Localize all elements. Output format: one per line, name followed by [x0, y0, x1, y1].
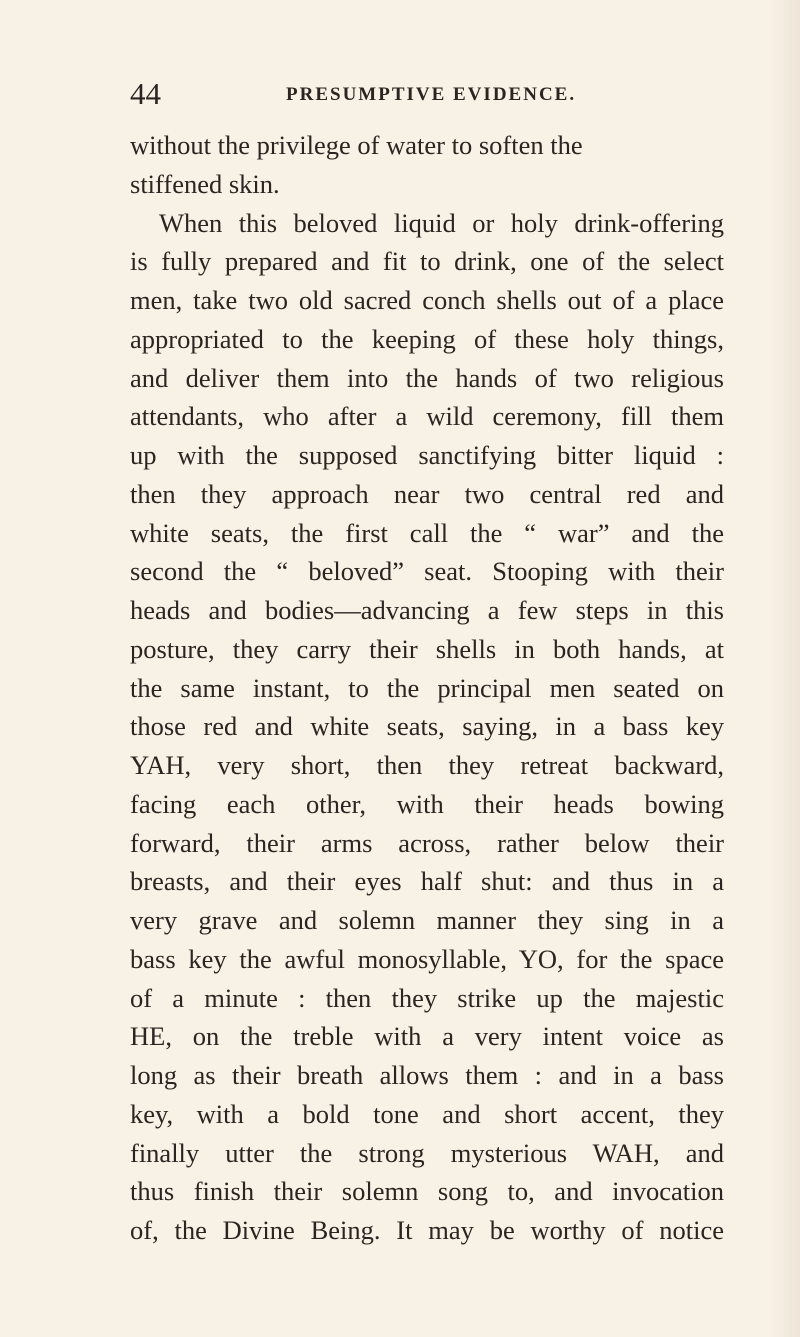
text-line: When this beloved liquid or holy drink-offering: [159, 207, 724, 238]
body-text: [130, 126, 724, 1250]
text-line: of a minute : then they strike up the majestic: [130, 982, 724, 1013]
text-line: HE, on the treble with a very intent voice as: [130, 1021, 724, 1052]
text-line: stiffened skin.: [130, 168, 280, 199]
text-line: key, with a bold tone and short accent, they: [130, 1098, 724, 1129]
text-line: up with the supposed sanctifying bitter liquid :: [130, 440, 724, 470]
text-line: bass key the awful monosyllable, YO, for the space: [130, 943, 724, 974]
text-line: forward, their arms across, rather below their: [130, 827, 724, 858]
text-line: white seats, the first call the “ war” and the: [130, 517, 724, 548]
text-line: finally utter the strong mysterious WAH, and: [130, 1137, 724, 1168]
text-line: heads and bodies—advancing a few steps in this: [130, 595, 724, 625]
text-line: appropriated to the keeping of these holy things,: [130, 323, 724, 354]
text-line: long as their breath allows them : and in a bass: [130, 1060, 724, 1090]
page-header: [130, 76, 720, 116]
text-line: of, the Divine Being. It may be worthy of notice: [130, 1215, 724, 1245]
running-title: PRESUMPTIVE EVIDENCE.: [286, 84, 577, 105]
text-line: is fully prepared and fit to drink, one of the select: [130, 246, 724, 277]
text-line: without the privilege of water to soften the: [130, 130, 583, 160]
text-line: thus finish their solemn song to, and invocation: [130, 1176, 724, 1207]
text-line: then they approach near two central red and: [130, 478, 724, 509]
text-line: facing each other, with their heads bowing: [130, 788, 724, 819]
page-number: 44: [130, 76, 161, 111]
text-line: the same instant, to the principal men seated on: [130, 672, 724, 703]
text-line: and deliver them into the hands of two religious: [130, 362, 724, 393]
text-line: breasts, and their eyes half shut: and thus in a: [130, 866, 724, 897]
text-line: YAH, very short, then they retreat backward,: [130, 750, 724, 780]
text-line: second the “ beloved” seat. Stooping with their: [130, 556, 724, 587]
text-line: men, take two old sacred conch shells out of a place: [130, 285, 724, 315]
text-line: those red and white seats, saying, in a bass key: [130, 711, 724, 742]
text-line: posture, they carry their shells in both hands, at: [130, 633, 724, 664]
text-line: attendants, who after a wild ceremony, fill them: [130, 401, 724, 432]
text-line: very grave and solemn manner they sing in a: [130, 905, 724, 935]
